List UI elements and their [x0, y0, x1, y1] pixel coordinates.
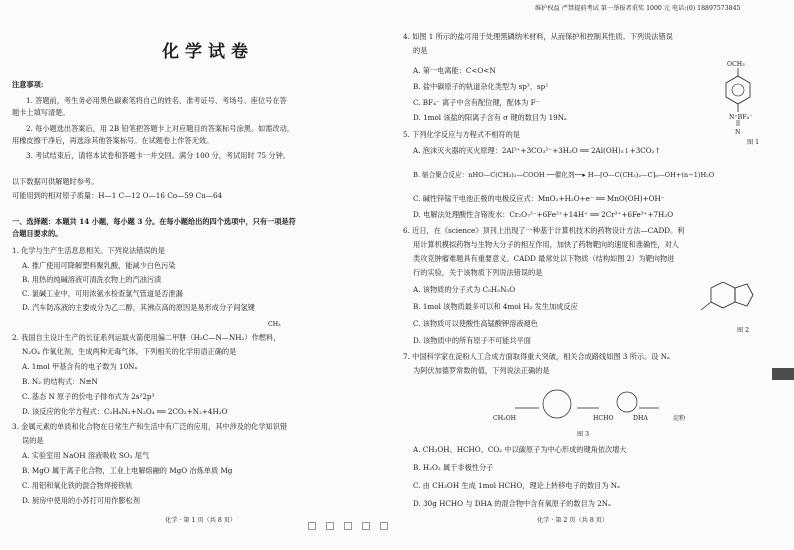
edge-tab	[772, 368, 794, 380]
q3-option-c: C. 用铝和氧化铁的混合物焊接铁轨	[22, 481, 133, 490]
section-heading-2: 合题目要求的。	[12, 229, 63, 238]
fig1-n-label: N	[735, 129, 741, 136]
page-marker-square	[326, 522, 334, 530]
q6-option-c: C. 该物质可以使酸性高锰酸钾溶液褪色	[413, 319, 538, 328]
q6-stem-3: 类攻克肿瘤难题具有重要意义。CADD 最常处以下物质（结构如图 2）为靶向物进	[413, 254, 675, 263]
q5-option-c: C. 碱性锌锰干电池正极的电极反应式：MnO₂+H₂O+e⁻ ══ MnO(OH)+OH⁻	[413, 194, 665, 203]
q3-option-b: B. MgO 属于离子化合物，工业上电解熔融的 MgO 冶炼单质 Mg	[22, 466, 233, 475]
fig2-structure	[697, 282, 757, 322]
q6-option-a: A. 该物质的分子式为 C₅H₅N₅O	[413, 285, 516, 294]
fig2-caption: 图 2	[737, 327, 750, 334]
q4-stem-2: 的是	[413, 46, 428, 55]
q6-stem-2: 用计算机模拟药物与生物大分子的相互作用，加快了药物靶向的速度和准确性，对人	[413, 240, 679, 249]
q4-option-a: A. 第一电离能：C<O<N	[413, 66, 496, 75]
exam-title: 化学试卷	[162, 42, 254, 62]
note-line-3: 2. 每小题选出答案后，用 2B 铅笔把答题卡上对应题目的答案标号涂黑。如需改动，	[26, 124, 294, 133]
q7-option-c: C. 由 CH₃OH 生成 1mol HCHO，理论上转移电子的数目为 Nₐ	[413, 481, 620, 490]
q2-option-d: D. 该反应的化学方程式：C₂H₈N₂+N₂O₄ ══ 2CO₂+N₂+4H₂O	[22, 407, 228, 416]
page-marker-square	[380, 522, 388, 530]
q3-stem: 3. 金属元素的单质和化合物在日常生产和生活中有广泛的应用，其中涉及的化学知识错	[12, 422, 288, 431]
q1-option-d: D. 汽车防冻液的主要成分为乙二醇，其沸点高的原因是易形成分子间氢键	[22, 303, 255, 312]
q6-stem-4: 行的实验，关于该物质下列说法错误的是	[413, 268, 543, 277]
q4-option-d: D. 1mol 该盐的阳离子含有 σ 键的数目为 19Nₐ	[413, 113, 567, 122]
q6-option-b: B. 1mol 该物质最多可以和 4mol H₂ 发生加成反应	[413, 302, 578, 311]
section-heading: 一、选择题：本题共 14 小题，每小题 3 分。在每小题给出的四个选项中，只有一项是符	[12, 217, 296, 226]
page-right	[397, 0, 794, 550]
q2-methyl-label: CH₃	[268, 321, 281, 328]
q1-option-a: A. 推广使用可降解塑料聚乳酸，能减少白色污染	[22, 261, 176, 270]
fig3-item-formaldehyde: HCHO	[593, 415, 614, 422]
q7-option-b: B. H₂O₂ 属于非极性分子	[413, 463, 494, 472]
fig3-item-methanol: CH₃OH	[493, 415, 517, 422]
q3-option-a: A. 实验室用 NaOH 溶液吸收 SO₂ 尾气	[22, 451, 150, 460]
q5-option-b: B. 缩合聚合反应：nHO—C(CH₃)₂—COOH ──催化剂──▸ H—[O—C(CH₃)₂—C]ₙ—OH+(n−1)H₂O	[413, 171, 715, 179]
q7-option-d: D. 30g HCHO 与 DHA 的混合物中含有氧原子的数目为 2Nₐ	[413, 499, 611, 508]
q2-option-c: C. 基态 N 原子的价电子排布式为 2s²2p³	[22, 392, 155, 401]
q5-option-a: A. 泡沫灭火器的灭火原理：2Al³⁺+3CO₃²⁻+3H₂O ══ 2Al(OH)₃↓+3CO₂↑	[413, 146, 661, 155]
q4-stem: 4. 如图 1 所示的盐可用于处理黑磷纳米材料，从而保护和控制其性质。下列说法错误	[403, 32, 673, 41]
note-line-4: 用橡皮擦干净后，再选涂其他答案标号。在试题卷上作答无效。	[12, 136, 214, 145]
q3-stem-2: 误的是	[22, 436, 44, 445]
footer-page-1: 化学 · 第 1 页（共 8 页）	[165, 517, 237, 524]
note-line-5: 3. 考试结束后，请将本试卷和答题卡一并交回。满分 100 分，考试用时 75 分钟。	[26, 151, 290, 160]
header-banner: 维护权益 严禁提前考试 第一举报者重奖 1000 元 电话:(0) 18897573845	[535, 5, 741, 12]
page-marker-square	[362, 522, 370, 530]
q2-option-a: A. 1mol 甲基含有的电子数为 10Nₐ	[22, 362, 138, 371]
q7-stem: 7. 中国科学家在淀粉人工合成方面取得重大突破，相关合成路线如图 3 所示。设 Nₐ	[403, 352, 670, 361]
fig1-och3-label: OCH₃	[727, 61, 745, 68]
note-line-1: 1. 答题前，考生务必用黑色碳素笔将自己的姓名、准考证号、考场号、座位号在答	[26, 96, 287, 105]
q2-stem: 2. 我国自主设计生产的长征系列运载火箭使用偏二甲肼（H₂C—N—NH₂）作燃料，	[12, 333, 281, 342]
q7-stem-2: 为阿伏加德罗常数的值，下列说法正确的是	[413, 366, 550, 375]
fig1-caption: 图 1	[747, 139, 760, 146]
q1-stem: 1. 化学与生产生活息息相关。下列说法错误的是	[12, 246, 165, 255]
q6-option-d: D. 该物质中的所有原子不可能共平面	[413, 336, 531, 345]
atomic-masses: 可能用到的相对原子质量：H—1 C—12 O—16 Co—59 Cu—64	[12, 191, 223, 200]
q4-option-b: B. 盐中碳原子的轨道杂化类型为 sp³、sp²	[413, 82, 549, 91]
q6-stem: 6. 近日，在《science》顶刊上出现了一种基于计算机技术的药物设计方法—CADD。利	[403, 226, 685, 235]
fig3-item-starch: 淀粉	[673, 415, 686, 422]
fig3-caption: 图 3	[577, 431, 590, 438]
fig3-route	[487, 382, 697, 426]
q1-option-b: B. 用热的纯碱溶液可清洗衣物上的汽油污渍	[22, 275, 162, 284]
q5-option-d: D. 电解法处理酸性含铬废水：Cr₂O₇²⁻+6Fe²⁺+14H⁺ ══ 2Cr³⁺+6Fe³⁺+7H₂O	[413, 210, 674, 219]
q7-option-a: A. CH₃OH、HCHO、CO₂ 中以碳原子为中心形成的键角依次增大	[413, 445, 627, 454]
q2-stem-2: N₂O₄ 作氧化剂，生成两种无毒气体。下列相关的化学用语正确的是	[22, 347, 237, 356]
q3-option-d: D. 厨房中使用的小苏打可用作膨松剂	[22, 496, 140, 505]
note-line-2: 题卡上填写清楚。	[12, 108, 70, 117]
data-intro: 以下数据可供解题时参考。	[12, 177, 99, 186]
fig3-item-dha: DHA	[633, 415, 648, 422]
notes-heading: 注意事项:	[12, 80, 44, 89]
q1-option-c: C. 氯碱工业中，可用浓氨水检查氯气管道是否泄漏	[22, 289, 183, 298]
q2-option-b: B. N₂ 的结构式：N≡N	[22, 377, 98, 386]
page-marker-square	[308, 522, 316, 530]
q4-option-c: C. BF₄⁻ 离子中含有配位键，配体为 F⁻	[413, 98, 540, 107]
page-marker-square	[344, 522, 352, 530]
footer-page-2: 化学 · 第 2 页（共 8 页）	[537, 517, 609, 524]
q5-stem: 5. 下列化学反应与方程式不相符的是	[403, 130, 520, 139]
fig1-diazonium-label: N⁺BF₄⁻	[729, 114, 753, 121]
